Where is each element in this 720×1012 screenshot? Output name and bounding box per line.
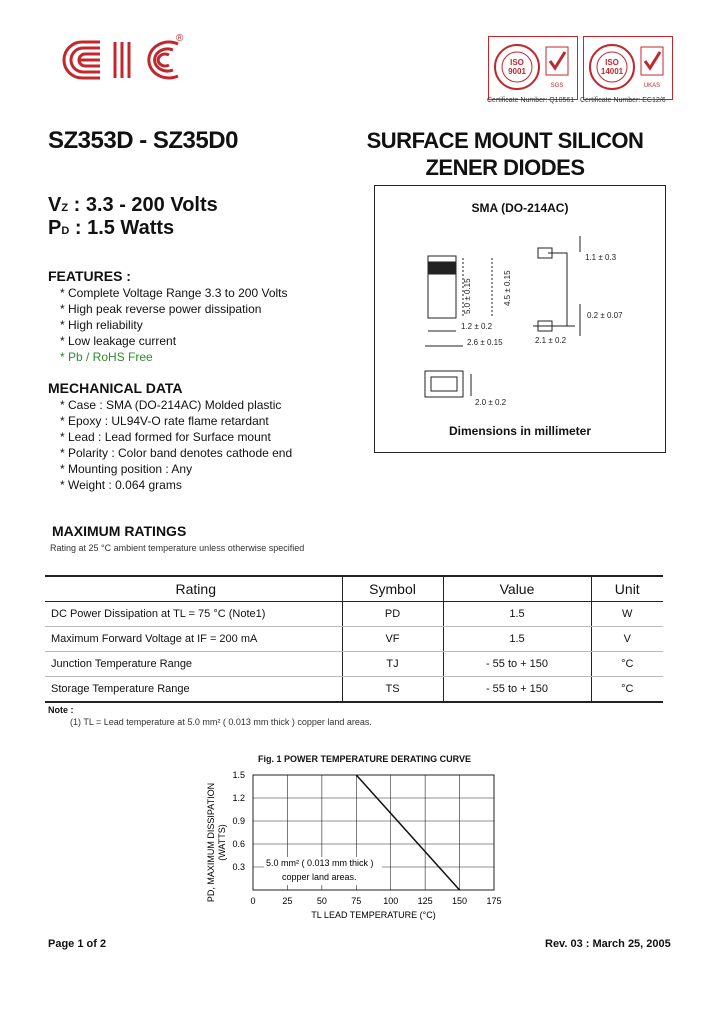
svg-text:SGS: SGS (550, 83, 564, 89)
rating-cell: Junction Temperature Range (45, 652, 342, 677)
svg-text:UKAS: UKAS (643, 83, 661, 89)
dimension-label: 2.6 ± 0.15 (467, 338, 503, 347)
dimension-label: 1.1 ± 0.3 (585, 253, 617, 262)
features-heading: FEATURES : (48, 268, 131, 284)
x-tick-label: 125 (417, 896, 433, 906)
package-diagram (374, 185, 666, 453)
list-item: * Epoxy : UL94V-O rate flame retardant (60, 414, 269, 428)
mechanical-heading: MECHANICAL DATA (48, 380, 183, 396)
y-tick-label: 0.6 (232, 839, 245, 849)
column-header: Value (443, 576, 591, 602)
dimension-label: 1.2 ± 0.2 (461, 322, 493, 331)
list-item: * Mounting position : Any (60, 462, 193, 476)
list-item: * High reliability (60, 318, 143, 332)
symbol-cell: TS (342, 677, 443, 703)
list-item: * Weight : 0.064 grams (60, 478, 182, 492)
derating-chart (200, 765, 510, 925)
svg-text:ISO: ISO (510, 58, 524, 67)
x-tick-label: 75 (351, 896, 362, 906)
value-cell: - 55 to + 150 (443, 677, 591, 703)
table-row (45, 677, 663, 703)
page-number: Page 1 of 2 (48, 938, 107, 950)
symbol-cell: TJ (342, 652, 443, 677)
iso14001-certificate-logo (583, 36, 673, 100)
y-tick-label: 0.3 (232, 862, 245, 872)
svg-text:9001: 9001 (508, 67, 526, 76)
list-item: * Pb / RoHS Free (60, 350, 153, 364)
x-tick-label: 150 (452, 896, 468, 906)
unit-cell: °C (591, 677, 663, 703)
column-header: Rating (45, 576, 342, 602)
mechanical-list (60, 397, 292, 493)
package-title: SMA (DO-214AC) (471, 201, 569, 215)
column-header: Symbol (342, 576, 443, 602)
y-tick-label: 0.9 (232, 816, 245, 826)
x-axis-label: TL LEAD TEMPERATURE (°C) (311, 910, 436, 920)
part-number: SZ353D - SZ35D0 (48, 127, 238, 154)
annotation-text: 5.0 mm² ( 0.013 mm thick ) (266, 858, 374, 868)
column-header: Unit (591, 576, 663, 602)
dimension-label: 0.2 ± 0.07 (587, 311, 623, 320)
dimension-label: 5.0 ± 0.15 (463, 278, 472, 314)
list-item: * Low leakage current (60, 334, 177, 348)
max-ratings-heading: MAXIMUM RATINGS (52, 523, 187, 539)
list-item: * High peak reverse power dissipation (60, 302, 262, 316)
list-item: * Complete Voltage Range 3.3 to 200 Volts (60, 286, 288, 300)
title-line: SURFACE MOUNT SILICON (366, 128, 644, 153)
symbol-cell: PD (342, 602, 443, 627)
table-row (45, 627, 663, 652)
iso9001-certificate-logo (488, 36, 578, 100)
y-tick-label: 1.5 (232, 770, 245, 780)
document-title (340, 127, 670, 181)
note-heading: Note : (48, 705, 74, 715)
y-axis-label: PD, MAXIMUM DISSIPATION (206, 782, 216, 903)
note-item: (1) TL = Lead temperature at 5.0 mm² ( 0.013 mm thick ) copper land areas. (70, 717, 372, 727)
x-tick-label: 0 (250, 896, 256, 906)
chart-title: Fig. 1 POWER TEMPERATURE DERATING CURVE (258, 754, 472, 764)
x-tick-label: 25 (282, 896, 293, 906)
unit-cell: V (591, 627, 663, 652)
dimension-label: 2.0 ± 0.2 (475, 398, 507, 407)
list-item: * Case : SMA (DO-214AC) Molded plastic (60, 398, 282, 412)
eic-logo (60, 30, 190, 90)
svg-text:ISO: ISO (605, 58, 619, 67)
unit-cell: °C (591, 652, 663, 677)
x-tick-label: 175 (486, 896, 502, 906)
registered-mark: ® (176, 33, 184, 44)
rating-cell: DC Power Dissipation at TL = 75 °C (Note1) (45, 602, 342, 627)
x-tick-label: 50 (316, 896, 327, 906)
table-row (45, 652, 663, 677)
unit-cell: W (591, 602, 663, 627)
svg-text:14001: 14001 (600, 67, 624, 76)
rating-cell: Storage Temperature Range (45, 677, 342, 703)
x-tick-label: 100 (383, 896, 399, 906)
revision-date: Rev. 03 : March 25, 2005 (545, 938, 671, 950)
ratings-note: Rating at 25 °C ambient temperature unless otherwise specified (50, 543, 305, 553)
package-footer: Dimensions in millimeter (448, 424, 592, 438)
vz-spec: VZ : 3.3 - 200 Volts (48, 194, 218, 216)
value-cell: - 55 to + 150 (443, 652, 591, 677)
y-axis-label: (WATTS) (217, 824, 227, 861)
certificate-caption: Certificate Number: Q10561 (487, 97, 575, 104)
value-cell: 1.5 (443, 602, 591, 627)
symbol-cell: VF (342, 627, 443, 652)
dimension-label: 2.1 ± 0.2 (535, 336, 567, 345)
dimension-label: 4.5 ± 0.15 (503, 270, 512, 306)
list-item: * Lead : Lead formed for Surface mount (60, 430, 271, 444)
annotation-text: copper land areas. (282, 872, 357, 882)
features-list (60, 285, 288, 365)
title-line: ZENER DIODES (425, 155, 585, 180)
certificate-caption: Certificate Number: EC12/6 (580, 97, 666, 104)
ratings-table (45, 575, 663, 703)
y-tick-label: 1.2 (232, 793, 245, 803)
rating-cell: Maximum Forward Voltage at IF = 200 mA (45, 627, 342, 652)
table-row (45, 602, 663, 627)
value-cell: 1.5 (443, 627, 591, 652)
pd-spec: PD : 1.5 Watts (48, 217, 175, 239)
list-item: * Polarity : Color band denotes cathode end (60, 446, 293, 460)
